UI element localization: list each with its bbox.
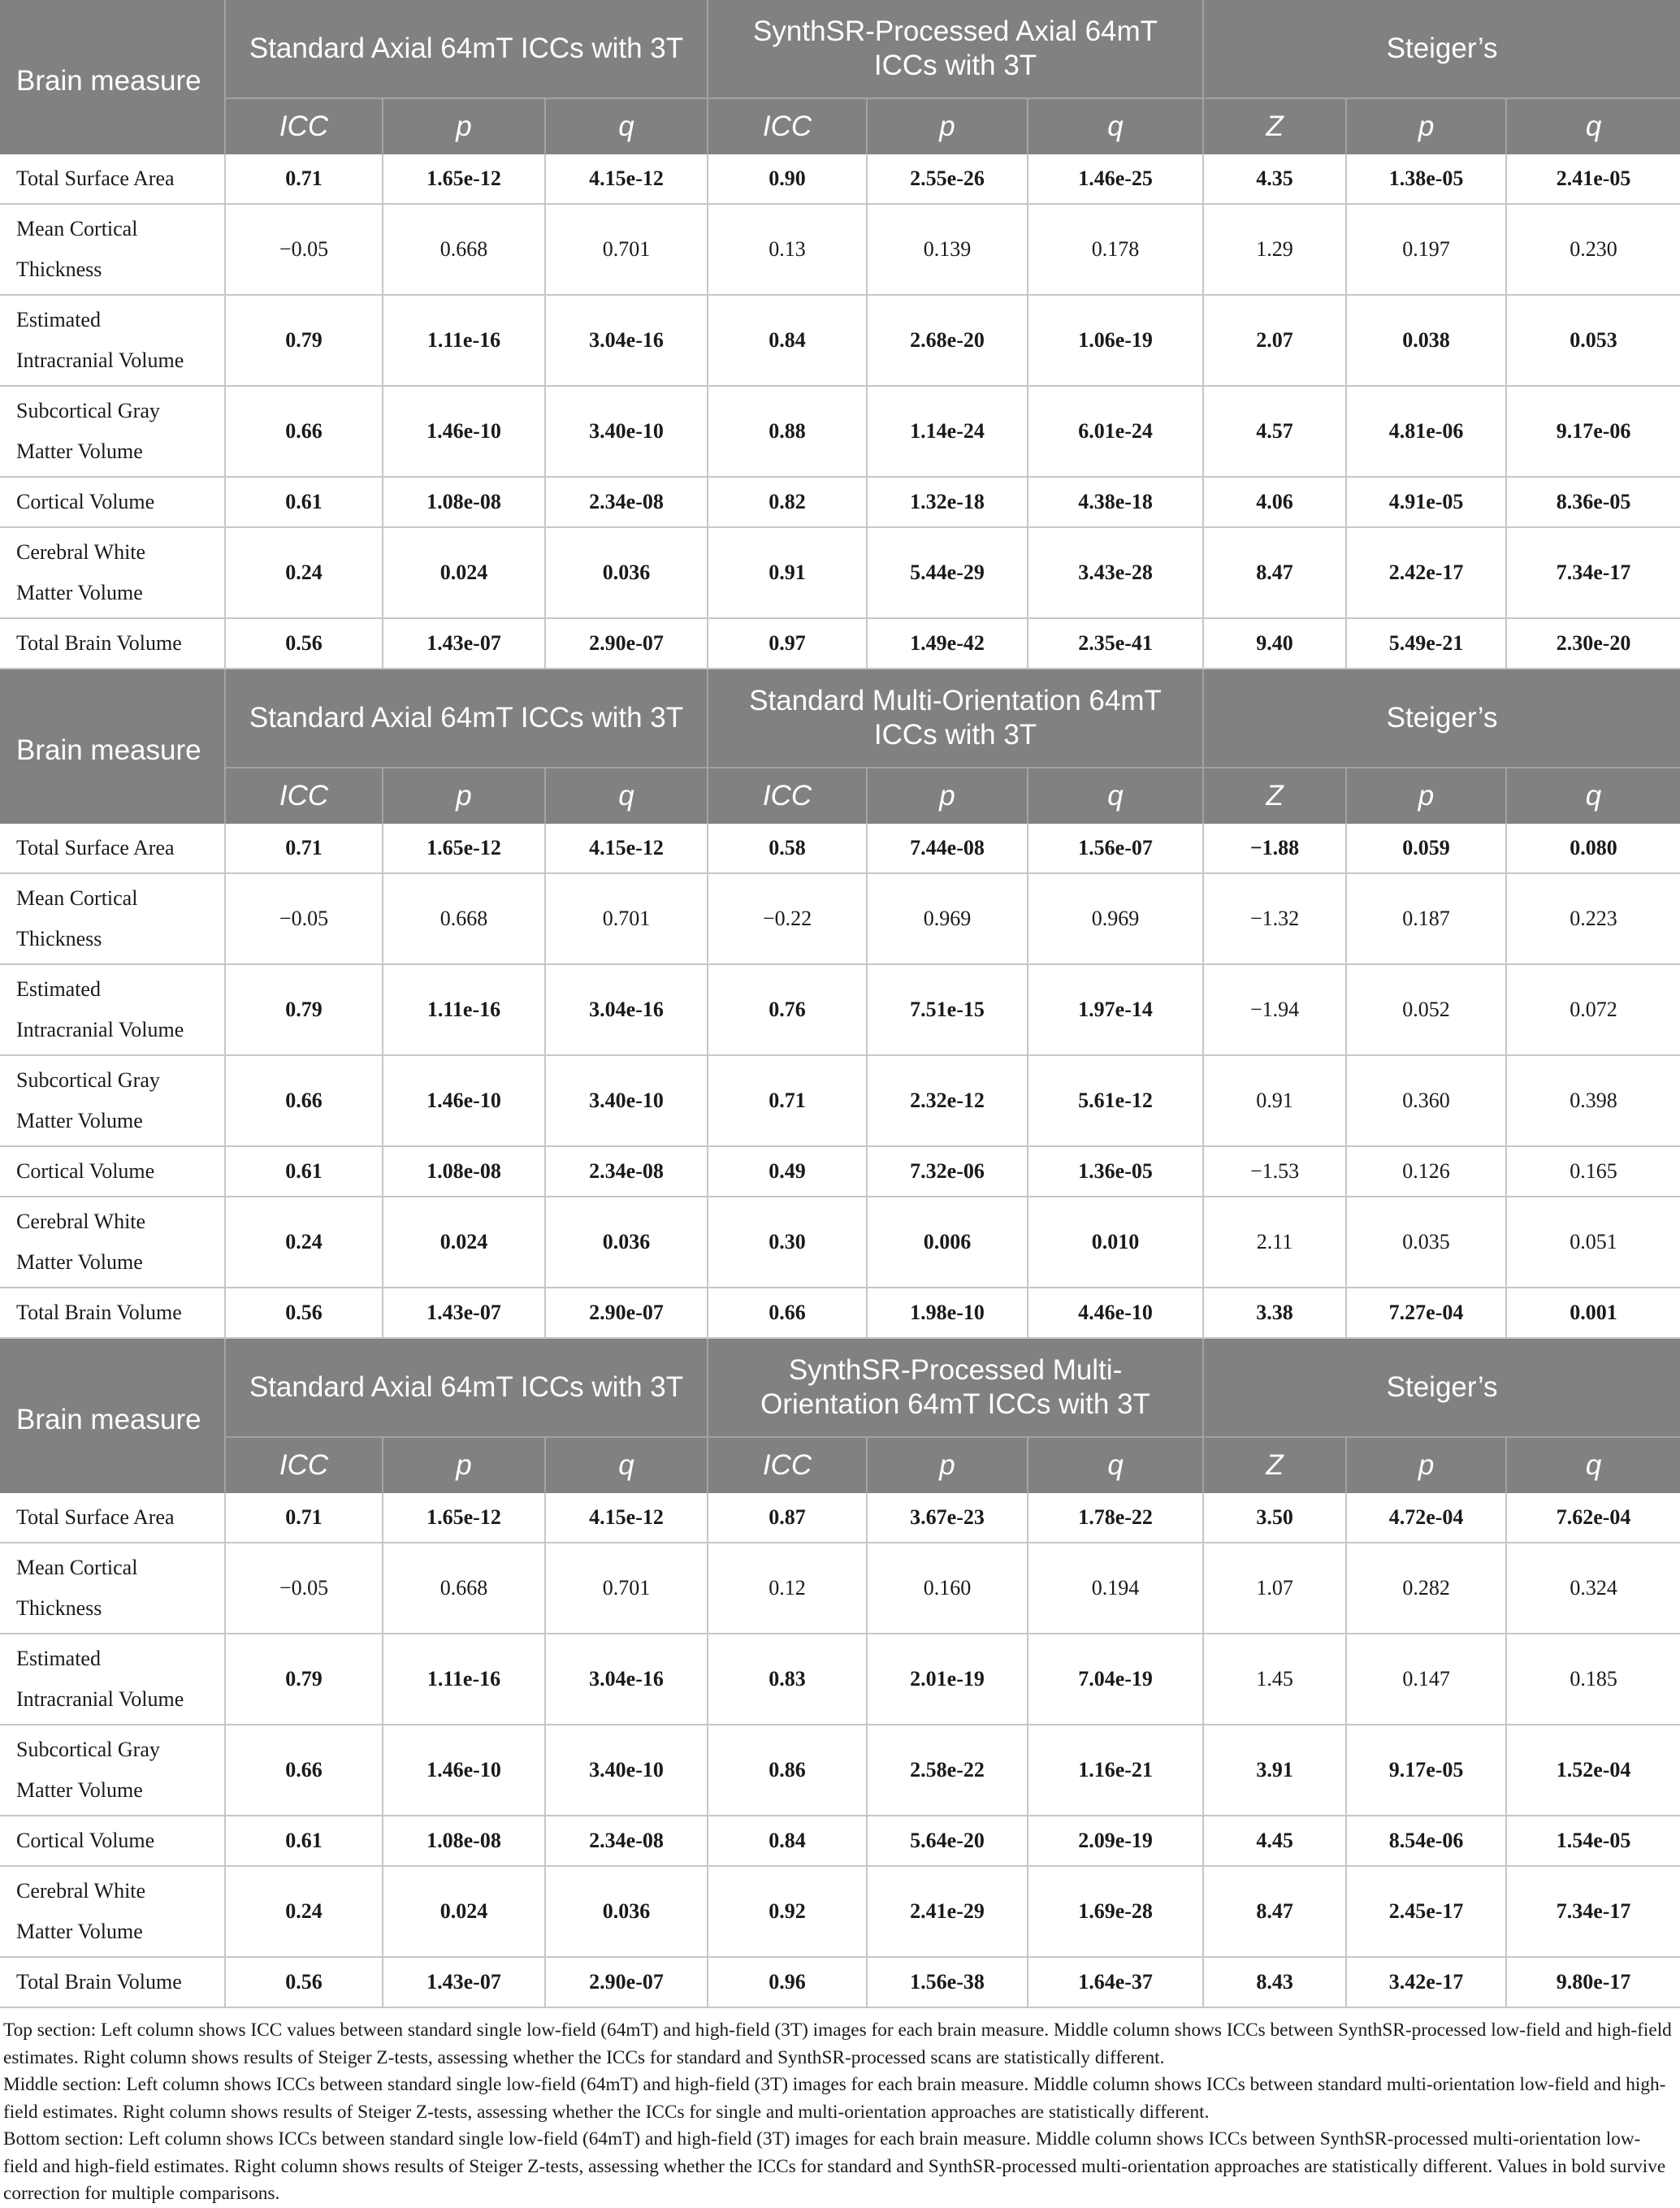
value-cell-q: 3.40e-10 <box>545 386 708 477</box>
value-cell-icc: −0.05 <box>225 1543 383 1634</box>
value-cell-z: 3.38 <box>1203 1288 1346 1338</box>
brain-measure-name: Total Surface Area <box>0 1493 225 1543</box>
value-cell-q: 4.15e-12 <box>545 1493 708 1543</box>
stat-header-q: q <box>545 1437 708 1493</box>
group-header-middle: Standard Multi-Orientation 64mT ICCs with 3T <box>708 669 1203 768</box>
value-cell-p: 0.024 <box>383 1197 545 1288</box>
value-cell-p: 0.147 <box>1346 1634 1506 1725</box>
value-cell-p: 7.27e-04 <box>1346 1288 1506 1338</box>
stat-header-p: p <box>383 1437 545 1493</box>
value-cell-icc: 0.24 <box>225 1197 383 1288</box>
value-cell-q: 2.41e-05 <box>1506 154 1680 204</box>
value-cell-q: 1.46e-25 <box>1028 154 1203 204</box>
value-cell-z: 1.07 <box>1203 1543 1346 1634</box>
table-row <box>0 204 1680 295</box>
value-cell-q: 0.230 <box>1506 204 1680 295</box>
value-cell-p: 2.45e-17 <box>1346 1866 1506 1957</box>
value-cell-z: 8.43 <box>1203 1957 1346 2007</box>
value-cell-q: 4.38e-18 <box>1028 477 1203 527</box>
value-cell-q: 1.16e-21 <box>1028 1725 1203 1816</box>
value-cell-icc: 0.84 <box>708 1816 867 1866</box>
value-cell-icc: 0.61 <box>225 1816 383 1866</box>
value-cell-p: 1.11e-16 <box>383 295 545 386</box>
stat-header-p: p <box>383 768 545 824</box>
value-cell-p: 1.14e-24 <box>867 386 1028 477</box>
value-cell-q: 2.34e-08 <box>545 1146 708 1197</box>
value-cell-icc: 0.49 <box>708 1146 867 1197</box>
value-cell-icc: 0.66 <box>225 1725 383 1816</box>
table-footnote <box>0 2008 1680 2208</box>
value-cell-icc: 0.87 <box>708 1493 867 1543</box>
value-cell-q: 2.90e-07 <box>545 1288 708 1338</box>
value-cell-p: 0.052 <box>1346 964 1506 1055</box>
value-cell-z: −1.32 <box>1203 873 1346 964</box>
value-cell-p: 1.46e-10 <box>383 1055 545 1146</box>
stat-header-p: p <box>867 1437 1028 1493</box>
value-cell-icc: 0.79 <box>225 1634 383 1725</box>
value-cell-z: 1.29 <box>1203 204 1346 295</box>
value-cell-q: 3.04e-16 <box>545 964 708 1055</box>
value-cell-q: 0.036 <box>545 1197 708 1288</box>
brain-measure-name: Cortical Volume <box>0 1146 225 1197</box>
value-cell-icc: 0.76 <box>708 964 867 1055</box>
value-cell-q: 7.04e-19 <box>1028 1634 1203 1725</box>
value-cell-icc: 0.92 <box>708 1866 867 1957</box>
value-cell-p: 4.72e-04 <box>1346 1493 1506 1543</box>
value-cell-icc: 0.71 <box>225 154 383 204</box>
value-cell-p: 7.44e-08 <box>867 824 1028 873</box>
value-cell-icc: 0.90 <box>708 154 867 204</box>
stat-header-z: Z <box>1203 98 1346 154</box>
stat-header-z: Z <box>1203 768 1346 824</box>
value-cell-q: 2.35e-41 <box>1028 618 1203 669</box>
brain-measure-name: Mean Cortical Thickness <box>0 1543 225 1634</box>
stat-header-p: p <box>867 768 1028 824</box>
value-cell-icc: 0.56 <box>225 1957 383 2007</box>
table-row <box>0 1816 1680 1866</box>
value-cell-q: 1.64e-37 <box>1028 1957 1203 2007</box>
brain-measure-name: Total Surface Area <box>0 824 225 873</box>
value-cell-q: 7.34e-17 <box>1506 527 1680 618</box>
value-cell-z: −1.94 <box>1203 964 1346 1055</box>
stat-header-z: Z <box>1203 1437 1346 1493</box>
group-header-right: Steiger’s <box>1203 0 1680 98</box>
value-cell-p: 1.98e-10 <box>867 1288 1028 1338</box>
value-cell-q: 5.61e-12 <box>1028 1055 1203 1146</box>
value-cell-icc: 0.91 <box>708 527 867 618</box>
brain-measure-name: Cortical Volume <box>0 1816 225 1866</box>
value-cell-q: 1.56e-07 <box>1028 824 1203 873</box>
value-cell-q: 0.051 <box>1506 1197 1680 1288</box>
value-cell-q: 9.80e-17 <box>1506 1957 1680 2007</box>
value-cell-q: 0.194 <box>1028 1543 1203 1634</box>
value-cell-q: 0.178 <box>1028 204 1203 295</box>
value-cell-icc: −0.05 <box>225 873 383 964</box>
value-cell-p: 0.969 <box>867 873 1028 964</box>
value-cell-p: 5.49e-21 <box>1346 618 1506 669</box>
value-cell-z: 8.47 <box>1203 1866 1346 1957</box>
value-cell-p: 0.668 <box>383 204 545 295</box>
stat-header-q: q <box>545 768 708 824</box>
value-cell-p: 1.65e-12 <box>383 824 545 873</box>
stat-header-icc: ICC <box>225 1437 383 1493</box>
value-cell-z: 4.57 <box>1203 386 1346 477</box>
value-cell-icc: 0.84 <box>708 295 867 386</box>
brain-measure-name: Estimated Intracranial Volume <box>0 964 225 1055</box>
brain-measure-name: Cerebral White Matter Volume <box>0 1197 225 1288</box>
value-cell-q: 0.223 <box>1506 873 1680 964</box>
table-row <box>0 1055 1680 1146</box>
table-row <box>0 1725 1680 1816</box>
value-cell-icc: 0.61 <box>225 477 383 527</box>
footnote-top-section: Top section: Left column shows ICC values between standard single low-field (64mT) and high-field (3T) images for each brain measure. Middle column shows ICCs between SynthSR-processed low-field and high-field estimates. Right column shows results of Steiger Z-tests, assessing whether the ICCs for standard and SynthSR-processed scans are statistically different. <box>3 2020 1672 2068</box>
group-header-middle: SynthSR-Processed Multi-Orientation 64mT ICCs with 3T <box>708 1339 1203 1437</box>
value-cell-icc: 0.30 <box>708 1197 867 1288</box>
brain-measure-header: Brain measure <box>0 669 225 824</box>
value-cell-p: 9.17e-05 <box>1346 1725 1506 1816</box>
value-cell-icc: 0.12 <box>708 1543 867 1634</box>
value-cell-q: 0.036 <box>545 527 708 618</box>
stat-header-q: q <box>1506 768 1680 824</box>
value-cell-p: 1.08e-08 <box>383 1816 545 1866</box>
value-cell-icc: 0.86 <box>708 1725 867 1816</box>
stat-header-p: p <box>1346 1437 1506 1493</box>
value-cell-p: 0.160 <box>867 1543 1028 1634</box>
value-cell-q: 0.053 <box>1506 295 1680 386</box>
stat-header-q: q <box>1506 1437 1680 1493</box>
value-cell-icc: 0.88 <box>708 386 867 477</box>
value-cell-p: 1.11e-16 <box>383 964 545 1055</box>
table-row <box>0 1634 1680 1725</box>
value-cell-p: 2.41e-29 <box>867 1866 1028 1957</box>
value-cell-q: 2.34e-08 <box>545 477 708 527</box>
value-cell-icc: 0.24 <box>225 527 383 618</box>
group-header-left: Standard Axial 64mT ICCs with 3T <box>225 669 708 768</box>
value-cell-p: 1.65e-12 <box>383 1493 545 1543</box>
value-cell-p: 0.139 <box>867 204 1028 295</box>
value-cell-icc: 0.61 <box>225 1146 383 1197</box>
value-cell-q: 0.165 <box>1506 1146 1680 1197</box>
stat-header-q: q <box>1028 1437 1203 1493</box>
value-cell-q: 0.701 <box>545 1543 708 1634</box>
value-cell-q: 4.15e-12 <box>545 824 708 873</box>
value-cell-p: 0.360 <box>1346 1055 1506 1146</box>
value-cell-p: 1.43e-07 <box>383 618 545 669</box>
stat-header-icc: ICC <box>225 768 383 824</box>
value-cell-q: 1.54e-05 <box>1506 1816 1680 1866</box>
value-cell-q: 0.969 <box>1028 873 1203 964</box>
value-cell-p: 2.32e-12 <box>867 1055 1028 1146</box>
value-cell-q: 0.072 <box>1506 964 1680 1055</box>
table-row <box>0 527 1680 618</box>
table-row <box>0 1493 1680 1543</box>
value-cell-p: 2.55e-26 <box>867 154 1028 204</box>
value-cell-q: 0.036 <box>545 1866 708 1957</box>
value-cell-p: 7.32e-06 <box>867 1146 1028 1197</box>
value-cell-icc: 0.66 <box>225 1055 383 1146</box>
table-row <box>0 618 1680 669</box>
table-row <box>0 1957 1680 2007</box>
brain-measure-name: Total Surface Area <box>0 154 225 204</box>
brain-measure-header: Brain measure <box>0 0 225 154</box>
value-cell-q: 3.40e-10 <box>545 1725 708 1816</box>
table-row <box>0 386 1680 477</box>
table-row <box>0 824 1680 873</box>
brain-measure-name: Mean Cortical Thickness <box>0 873 225 964</box>
value-cell-q: 0.324 <box>1506 1543 1680 1634</box>
value-cell-p: 3.67e-23 <box>867 1493 1028 1543</box>
brain-measure-name: Total Brain Volume <box>0 1957 225 2007</box>
value-cell-p: 1.43e-07 <box>383 1957 545 2007</box>
stat-header-p: p <box>867 98 1028 154</box>
stat-header-p: p <box>383 98 545 154</box>
stat-header-p: p <box>1346 768 1506 824</box>
value-cell-p: 1.32e-18 <box>867 477 1028 527</box>
value-cell-p: 0.126 <box>1346 1146 1506 1197</box>
value-cell-icc: 0.97 <box>708 618 867 669</box>
value-cell-z: 8.47 <box>1203 527 1346 618</box>
table-row <box>0 1146 1680 1197</box>
value-cell-p: 0.282 <box>1346 1543 1506 1634</box>
brain-measure-header: Brain measure <box>0 1339 225 1493</box>
value-cell-q: 0.080 <box>1506 824 1680 873</box>
value-cell-p: 5.44e-29 <box>867 527 1028 618</box>
brain-measure-name: Cortical Volume <box>0 477 225 527</box>
value-cell-q: 0.185 <box>1506 1634 1680 1725</box>
value-cell-z: −1.53 <box>1203 1146 1346 1197</box>
value-cell-p: 3.42e-17 <box>1346 1957 1506 2007</box>
stat-header-icc: ICC <box>225 98 383 154</box>
value-cell-q: 0.001 <box>1506 1288 1680 1338</box>
table-row <box>0 1866 1680 1957</box>
value-cell-q: 1.36e-05 <box>1028 1146 1203 1197</box>
value-cell-z: 3.91 <box>1203 1725 1346 1816</box>
stat-header-icc: ICC <box>708 1437 867 1493</box>
value-cell-q: 8.36e-05 <box>1506 477 1680 527</box>
value-cell-p: 0.197 <box>1346 204 1506 295</box>
value-cell-z: 4.35 <box>1203 154 1346 204</box>
value-cell-p: 0.668 <box>383 873 545 964</box>
value-cell-p: 1.49e-42 <box>867 618 1028 669</box>
value-cell-q: 0.701 <box>545 204 708 295</box>
value-cell-q: 2.90e-07 <box>545 1957 708 2007</box>
value-cell-p: 1.11e-16 <box>383 1634 545 1725</box>
value-cell-icc: −0.05 <box>225 204 383 295</box>
value-cell-q: 9.17e-06 <box>1506 386 1680 477</box>
value-cell-p: 0.024 <box>383 527 545 618</box>
value-cell-q: 2.09e-19 <box>1028 1816 1203 1866</box>
stat-header-q: q <box>1506 98 1680 154</box>
value-cell-p: 0.024 <box>383 1866 545 1957</box>
value-cell-p: 0.668 <box>383 1543 545 1634</box>
stat-header-icc: ICC <box>708 768 867 824</box>
brain-measure-name: Cerebral White Matter Volume <box>0 527 225 618</box>
value-cell-q: 1.69e-28 <box>1028 1866 1203 1957</box>
value-cell-q: 4.46e-10 <box>1028 1288 1203 1338</box>
table-row <box>0 1288 1680 1338</box>
brain-measure-name: Estimated Intracranial Volume <box>0 295 225 386</box>
value-cell-p: 1.46e-10 <box>383 1725 545 1816</box>
value-cell-q: 2.30e-20 <box>1506 618 1680 669</box>
brain-measure-name: Total Brain Volume <box>0 618 225 669</box>
value-cell-icc: 0.56 <box>225 618 383 669</box>
value-cell-p: 2.58e-22 <box>867 1725 1028 1816</box>
value-cell-z: −1.88 <box>1203 824 1346 873</box>
group-header-right: Steiger’s <box>1203 1339 1680 1437</box>
stat-header-q: q <box>545 98 708 154</box>
value-cell-p: 0.035 <box>1346 1197 1506 1288</box>
value-cell-z: 2.11 <box>1203 1197 1346 1288</box>
value-cell-q: 7.62e-04 <box>1506 1493 1680 1543</box>
brain-measure-name: Subcortical Gray Matter Volume <box>0 386 225 477</box>
value-cell-p: 8.54e-06 <box>1346 1816 1506 1866</box>
value-cell-q: 7.34e-17 <box>1506 1866 1680 1957</box>
value-cell-q: 0.398 <box>1506 1055 1680 1146</box>
value-cell-z: 4.45 <box>1203 1816 1346 1866</box>
value-cell-q: 4.15e-12 <box>545 154 708 204</box>
value-cell-q: 3.04e-16 <box>545 1634 708 1725</box>
value-cell-icc: 0.83 <box>708 1634 867 1725</box>
value-cell-p: 4.91e-05 <box>1346 477 1506 527</box>
value-cell-icc: 0.24 <box>225 1866 383 1957</box>
value-cell-icc: 0.82 <box>708 477 867 527</box>
value-cell-p: 0.038 <box>1346 295 1506 386</box>
value-cell-p: 1.08e-08 <box>383 477 545 527</box>
value-cell-icc: 0.66 <box>708 1288 867 1338</box>
value-cell-icc: 0.79 <box>225 964 383 1055</box>
brain-measure-name: Estimated Intracranial Volume <box>0 1634 225 1725</box>
table-row <box>0 477 1680 527</box>
brain-measure-name: Cerebral White Matter Volume <box>0 1866 225 1957</box>
footnote-middle-section: Middle section: Left column shows ICCs between standard single low-field (64mT) and high-field (3T) images for each brain measure. Middle column shows ICCs between standard multi-orientation low-field and high-field estimates. Right column shows results of Steiger Z-tests, assessing whether the ICCs for single and multi-orientation approaches are statistically different. <box>3 2074 1666 2123</box>
value-cell-z: 4.06 <box>1203 477 1346 527</box>
value-cell-p: 1.65e-12 <box>383 154 545 204</box>
table-row <box>0 1197 1680 1288</box>
value-cell-icc: 0.13 <box>708 204 867 295</box>
value-cell-icc: 0.56 <box>225 1288 383 1338</box>
value-cell-p: 5.64e-20 <box>867 1816 1028 1866</box>
value-cell-q: 3.04e-16 <box>545 295 708 386</box>
results-table-section-1 <box>0 0 1680 669</box>
value-cell-q: 1.78e-22 <box>1028 1493 1203 1543</box>
value-cell-p: 2.42e-17 <box>1346 527 1506 618</box>
value-cell-q: 2.34e-08 <box>545 1816 708 1866</box>
results-table-section-3 <box>0 1339 1680 2008</box>
footnote-bottom-section: Bottom section: Left column shows ICCs between standard single low-field (64mT) and high-field (3T) images for each brain measure. Middle column shows ICCs between SynthSR-processed multi-orientation low-field and high-field estimates. Right column shows results of Steiger Z-tests, assessing whether the ICCs for standard and SynthSR-processed multi-orientation approaches are statistically different. Values in bold survive correction for multiple comparisons. <box>3 2128 1666 2204</box>
value-cell-icc: 0.79 <box>225 295 383 386</box>
group-header-middle: SynthSR-Processed Axial 64mT ICCs with 3T <box>708 0 1203 98</box>
value-cell-p: 1.46e-10 <box>383 386 545 477</box>
value-cell-p: 4.81e-06 <box>1346 386 1506 477</box>
value-cell-icc: −0.22 <box>708 873 867 964</box>
value-cell-p: 0.187 <box>1346 873 1506 964</box>
results-table-section-2 <box>0 669 1680 1339</box>
value-cell-p: 0.006 <box>867 1197 1028 1288</box>
group-header-left: Standard Axial 64mT ICCs with 3T <box>225 1339 708 1437</box>
value-cell-q: 0.701 <box>545 873 708 964</box>
brain-measure-name: Total Brain Volume <box>0 1288 225 1338</box>
value-cell-p: 0.059 <box>1346 824 1506 873</box>
group-header-right: Steiger’s <box>1203 669 1680 768</box>
value-cell-q: 3.40e-10 <box>545 1055 708 1146</box>
value-cell-icc: 0.71 <box>708 1055 867 1146</box>
value-cell-z: 2.07 <box>1203 295 1346 386</box>
value-cell-p: 2.01e-19 <box>867 1634 1028 1725</box>
value-cell-icc: 0.96 <box>708 1957 867 2007</box>
stat-header-q: q <box>1028 98 1203 154</box>
value-cell-q: 1.06e-19 <box>1028 295 1203 386</box>
value-cell-icc: 0.58 <box>708 824 867 873</box>
stat-header-q: q <box>1028 768 1203 824</box>
table-row <box>0 295 1680 386</box>
value-cell-z: 0.91 <box>1203 1055 1346 1146</box>
value-cell-icc: 0.66 <box>225 386 383 477</box>
stat-header-icc: ICC <box>708 98 867 154</box>
stat-header-p: p <box>1346 98 1506 154</box>
table-row <box>0 873 1680 964</box>
value-cell-q: 1.52e-04 <box>1506 1725 1680 1816</box>
value-cell-p: 1.08e-08 <box>383 1146 545 1197</box>
value-cell-z: 3.50 <box>1203 1493 1346 1543</box>
table-row <box>0 154 1680 204</box>
value-cell-q: 0.010 <box>1028 1197 1203 1288</box>
value-cell-p: 1.43e-07 <box>383 1288 545 1338</box>
value-cell-p: 1.38e-05 <box>1346 154 1506 204</box>
group-header-left: Standard Axial 64mT ICCs with 3T <box>225 0 708 98</box>
value-cell-z: 9.40 <box>1203 618 1346 669</box>
brain-measure-name: Subcortical Gray Matter Volume <box>0 1055 225 1146</box>
value-cell-q: 1.97e-14 <box>1028 964 1203 1055</box>
value-cell-icc: 0.71 <box>225 824 383 873</box>
value-cell-p: 2.68e-20 <box>867 295 1028 386</box>
value-cell-p: 1.56e-38 <box>867 1957 1028 2007</box>
value-cell-icc: 0.71 <box>225 1493 383 1543</box>
value-cell-q: 6.01e-24 <box>1028 386 1203 477</box>
brain-measure-name: Subcortical Gray Matter Volume <box>0 1725 225 1816</box>
value-cell-q: 3.43e-28 <box>1028 527 1203 618</box>
table-row <box>0 1543 1680 1634</box>
brain-measure-name: Mean Cortical Thickness <box>0 204 225 295</box>
value-cell-p: 7.51e-15 <box>867 964 1028 1055</box>
value-cell-q: 2.90e-07 <box>545 618 708 669</box>
table-row <box>0 964 1680 1055</box>
value-cell-z: 1.45 <box>1203 1634 1346 1725</box>
